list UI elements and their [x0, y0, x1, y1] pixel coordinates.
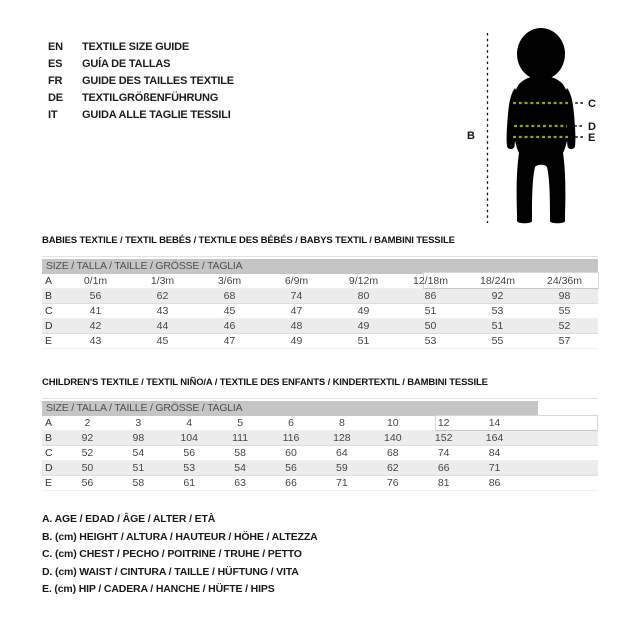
lang-code: FR: [48, 75, 63, 87]
lang-row-de: [48, 90, 234, 107]
table-cell: 3: [135, 417, 142, 429]
row-spacer: [520, 476, 598, 490]
table-cell: 10: [386, 417, 399, 429]
table-cell: 52: [558, 320, 571, 332]
table-cell: 41: [89, 305, 102, 317]
table-cell: 44: [156, 320, 169, 332]
table-cell: 50: [424, 320, 437, 332]
table-cell: 8: [338, 417, 345, 429]
lang-code: EN: [48, 41, 63, 53]
table-cell: 51: [357, 335, 370, 347]
table-cell: 62: [386, 462, 399, 474]
size-table-row-B: [42, 431, 598, 446]
table-cell: 43: [89, 335, 102, 347]
legend-item-age: A. AGE / EDAD / ÂGE / ALTER / ETÀ: [42, 513, 216, 525]
table-cell: 49: [290, 335, 303, 347]
table-cell: 111: [232, 432, 249, 444]
child-silhouette-figure: [455, 20, 615, 235]
table-cell: 49: [357, 320, 370, 332]
legend-item-waist: D. (cm) WAIST / CINTURA / TAILLE / HÜFTUNG / VITA: [42, 565, 299, 578]
table-cell: 66: [285, 477, 297, 489]
table-cell: 86: [488, 477, 501, 489]
lang-label: GUIDE DES TAILLES TEXTILE: [82, 75, 234, 87]
table-cell: 9/12m: [348, 275, 379, 287]
table-cell: 47: [223, 335, 236, 347]
table-cell: 5: [237, 417, 244, 429]
lang-label: GUÍA DE TALLAS: [82, 58, 171, 70]
table-cell: 50: [81, 462, 94, 474]
table-cell: 24/36m: [546, 275, 583, 287]
lang-code: ES: [48, 58, 63, 70]
size-table-row-D: [42, 319, 598, 334]
table-cell: 74: [290, 290, 303, 302]
chest-label: C: [588, 98, 596, 110]
children-size-table: [42, 401, 598, 491]
table-cell: 92: [81, 432, 94, 444]
babies-size-header-bar: SIZE / TALLA / TAILLE / GRÖSSE / TAGLIA: [42, 259, 598, 274]
table-cell: 60: [285, 447, 297, 459]
hip-label: E: [588, 132, 596, 144]
row-label: B: [45, 432, 53, 444]
table-cell: 42: [89, 320, 102, 332]
row-label: A: [45, 275, 53, 287]
table-cell: 51: [491, 320, 504, 332]
table-cell: 52: [81, 447, 94, 459]
table-cell: 152: [434, 432, 453, 444]
table-cell: 74: [437, 447, 450, 459]
table-cell: 1/3m: [150, 275, 175, 287]
table-cell: 140: [384, 432, 402, 444]
table-cell: 63: [234, 477, 246, 489]
babies-table-rows: [42, 274, 598, 349]
table-cell: 86: [424, 290, 437, 302]
table-cell: 98: [558, 290, 571, 302]
legend-item-height: B. (cm) HEIGHT / ALTURA / HAUTEUR / HÖHE / ALTEZZA: [42, 530, 318, 543]
table-cell: 46: [223, 320, 236, 332]
table-cell: 47: [290, 305, 303, 317]
table-cell: 49: [357, 305, 370, 317]
table-cell: 2: [84, 417, 91, 429]
table-cell: 12: [437, 417, 450, 429]
table-cell: 14: [488, 417, 501, 429]
lang-label: GUIDA ALLE TAGLIE TESSILI: [82, 109, 231, 121]
waist-label: D: [588, 121, 596, 133]
table-cell: 51: [424, 305, 437, 317]
row-spacer: [520, 446, 598, 460]
babies-table-title: BABIES TEXTILE / TEXTIL BEBÉS / TEXTILE DES BÉBÉS / BABYS TEXTIL / BAMBINI TESSILE: [42, 235, 455, 246]
table-cell: 45: [156, 335, 169, 347]
table-cell: 55: [558, 305, 571, 317]
row-spacer: [520, 416, 598, 430]
size-table-row-A: [42, 274, 598, 289]
table-cell: 62: [156, 290, 169, 302]
size-table-row-B: [42, 289, 598, 304]
table-cell: 56: [183, 447, 196, 459]
table-cell: 53: [183, 462, 196, 474]
table-cell: 80: [357, 290, 370, 302]
table-cell: 66: [437, 462, 450, 474]
row-label: E: [45, 477, 53, 489]
table-cell: 116: [282, 432, 300, 444]
table-cell: 98: [132, 432, 145, 444]
lang-row-en: [48, 39, 234, 56]
table-cell: 56: [81, 477, 94, 489]
size-table-row-D: [42, 461, 598, 476]
table-cell: 6/9m: [284, 275, 309, 287]
measurement-legend: [42, 511, 318, 599]
table-cell: 128: [333, 432, 351, 444]
row-label: C: [45, 305, 53, 317]
lang-code: DE: [48, 92, 63, 104]
row-label: E: [45, 335, 53, 347]
lang-row-fr: [48, 73, 234, 90]
table-cell: 58: [234, 447, 246, 459]
table-cell: 53: [424, 335, 437, 347]
language-title-list: [48, 39, 234, 124]
lang-label: TEXTILE SIZE GUIDE: [82, 41, 190, 53]
height-label: B: [467, 130, 475, 142]
table-cell: 84: [488, 447, 501, 459]
size-table-row-C: [42, 304, 598, 319]
legend-item-hip: E. (cm) HIP / CADERA / HANCHE / HÜFTE / HIPS: [42, 583, 275, 595]
table-cell: 164: [485, 432, 504, 444]
table-cell: 6: [288, 417, 294, 429]
table-cell: 0/1m: [83, 275, 108, 287]
table-cell: 61: [183, 477, 196, 489]
children-table-title: CHILDREN'S TEXTILE / TEXTIL NIÑO/A / TEXTILE DES ENFANTS / KINDERTEXTIL / BAMBINI TESSILE: [42, 377, 488, 388]
table-cell: 68: [223, 290, 236, 302]
table-cell: 54: [234, 462, 246, 474]
table-cell: 4: [186, 417, 193, 429]
table-cell: 64: [336, 447, 348, 459]
legend-item-chest: C. (cm) CHEST / PECHO / POITRINE / TRUHE / PETTO: [42, 548, 302, 560]
table-cell: 92: [491, 290, 504, 302]
babies-size-table: [42, 259, 598, 349]
table-cell: 71: [336, 477, 348, 489]
size-table-row-E: [42, 476, 598, 491]
lang-row-es: [48, 56, 234, 73]
size-table-row-A: [42, 416, 598, 431]
table-cell: 76: [386, 477, 399, 489]
table-cell: 56: [285, 462, 297, 474]
table-cell: 56: [89, 290, 102, 302]
table-cell: 81: [437, 477, 450, 489]
row-label: C: [45, 447, 53, 459]
row-spacer: [520, 431, 598, 445]
row-spacer: [520, 461, 598, 475]
row-label: A: [45, 417, 53, 429]
table-cell: 68: [386, 447, 399, 459]
row-label: D: [45, 320, 53, 332]
table-cell: 18/24m: [479, 275, 516, 287]
table-cell: 43: [156, 305, 169, 317]
table-cell: 12/18m: [412, 275, 449, 287]
table-cell: 53: [491, 305, 504, 317]
table-cell: 45: [223, 305, 236, 317]
table-cell: 3/6m: [217, 275, 242, 287]
table-cell: 59: [336, 462, 348, 474]
table-cell: 104: [180, 432, 198, 444]
table-cell: 51: [132, 462, 145, 474]
table-cell: 54: [132, 447, 145, 459]
row-label: D: [45, 462, 53, 474]
children-size-header-bar: SIZE / TALLA / TAILLE / GRÖSSE / TAGLIA: [42, 401, 538, 416]
size-table-row-E: [42, 334, 598, 349]
lang-label: TEXTILGRÖßENFÜHRUNG: [82, 92, 219, 104]
size-table-row-C: [42, 446, 598, 461]
children-table-rows: [42, 416, 598, 491]
table-cell: 71: [488, 462, 501, 474]
row-label: B: [45, 290, 53, 302]
table-cell: 57: [558, 335, 571, 347]
table-cell: 58: [132, 477, 145, 489]
lang-code: IT: [48, 109, 58, 121]
lang-row-it: [48, 107, 234, 124]
table-cell: 55: [491, 335, 504, 347]
table-cell: 48: [290, 320, 303, 332]
